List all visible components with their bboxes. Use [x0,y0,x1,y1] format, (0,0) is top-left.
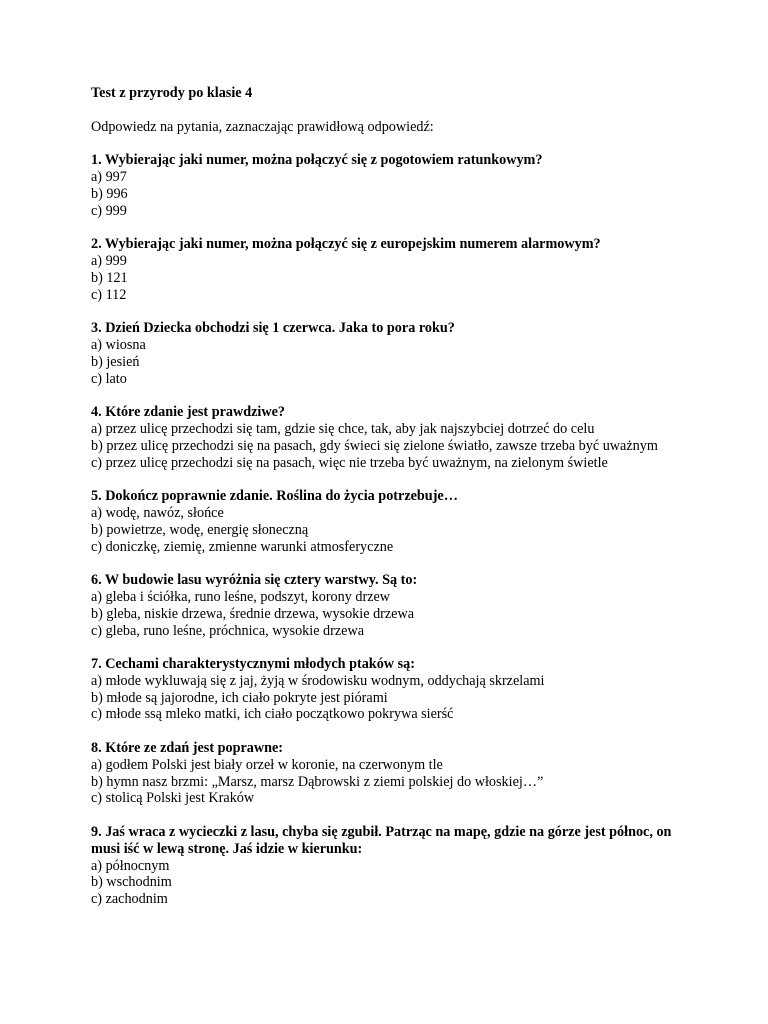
document-title: Test z przyrody po klasie 4 [91,85,253,101]
answer-option[interactable]: b) wschodnim [91,874,172,891]
question-2 [91,236,691,303]
answer-option[interactable]: c) 999 [91,202,127,219]
instruction-text: Odpowiedz na pytania, zaznaczając prawidłową odpowiedź: [91,118,434,135]
answer-option[interactable]: b) młode są jajorodne, ich ciało pokryte jest piórami [91,689,388,706]
question-text: 4. Które zdanie jest prawdziwe? [91,404,285,421]
answer-option[interactable]: b) hymn nasz brzmi: „Marsz, marsz Dąbrowski z ziemi polskiej do włoskiej…” [91,773,544,790]
answer-option[interactable]: a) gleba i ściółka, runo leśne, podszyt, korony drzew [91,588,391,605]
question-3 [91,320,691,387]
question-4 [91,404,691,471]
answer-option[interactable]: a) młode wykluwają się z jaj, żyją w środowisku wodnym, oddychają skrzelami [91,672,545,689]
answer-option[interactable]: a) godłem Polski jest biały orzeł w koronie, na czerwonym tle [91,756,443,773]
answer-option[interactable]: a) wiosna [91,336,146,353]
question-text: 9. Jaś wraca z wycieczki z lasu, chyba się zgubił. Patrząc na mapę, gdzie na górze jest północ, on musi iść w lewą stronę. Jaś idzie w kierunku: [91,824,672,857]
answer-option[interactable]: c) młode ssą mleko matki, ich ciało początkowo pokrywa sierść [91,706,454,723]
question-9 [91,824,691,908]
answer-option[interactable]: a) 999 [91,252,127,269]
answer-option[interactable]: a) przez ulicę przechodzi się tam, gdzie się chce, tak, aby jak najszybciej dotrzeć do celu [91,420,595,437]
question-7 [91,656,691,723]
question-text: 5. Dokończ poprawnie zdanie. Roślina do życia potrzebuje… [91,488,458,505]
answer-option[interactable]: a) wodę, nawóz, słońce [91,504,224,521]
question-text: 1. Wybierając jaki numer, można połączyć się z pogotowiem ratunkowym? [91,152,543,169]
answer-option[interactable]: c) zachodnim [91,891,168,908]
question-5 [91,488,691,555]
question-text: 2. Wybierając jaki numer, można połączyć się z europejskim numerem alarmowym? [91,236,601,253]
question-text: 3. Dzień Dziecka obchodzi się 1 czerwca. Jaka to pora roku? [91,320,455,337]
answer-option[interactable]: c) 112 [91,286,127,303]
answer-option[interactable]: c) gleba, runo leśne, próchnica, wysokie drzewa [91,622,364,639]
answer-option[interactable]: b) powietrze, wodę, energię słoneczną [91,521,309,538]
answer-option[interactable]: b) gleba, niskie drzewa, średnie drzewa, wysokie drzewa [91,605,415,622]
question-text: 6. W budowie lasu wyróżnia się cztery warstwy. Są to: [91,572,418,589]
answer-option[interactable]: b) jesień [91,353,140,370]
answer-option[interactable]: c) doniczkę, ziemię, zmienne warunki atmosferyczne [91,538,394,555]
answer-option[interactable]: c) lato [91,370,127,387]
question-1 [91,152,691,219]
document-page [91,85,691,925]
question-8 [91,740,691,807]
answer-option[interactable]: a) północnym [91,857,170,874]
answer-option[interactable]: b) 121 [91,269,128,286]
answer-option[interactable]: b) przez ulicę przechodzi się na pasach, gdy świeci się zielone światło, zawsze trzeba być uważnym [91,437,658,454]
answer-option[interactable]: c) stolicą Polski jest Kraków [91,790,255,807]
answer-option[interactable]: c) przez ulicę przechodzi się na pasach, więc nie trzeba być uważnym, na zielonym świetle [91,454,608,471]
answer-option[interactable]: a) 997 [91,168,127,185]
question-text: 7. Cechami charakterystycznymi młodych ptaków są: [91,656,415,673]
answer-option[interactable]: b) 996 [91,185,128,202]
question-6 [91,572,691,639]
question-text: 8. Które ze zdań jest poprawne: [91,740,284,757]
